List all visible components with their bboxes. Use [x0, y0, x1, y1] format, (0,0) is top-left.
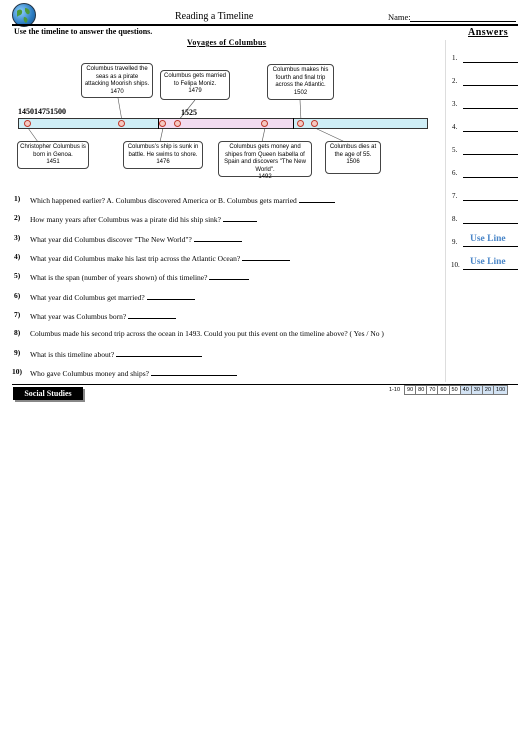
name-label: Name: — [388, 12, 411, 22]
timeline-year-label: 1525 — [181, 108, 197, 117]
question-1-text: Which happened earlier? A. Columbus discovered America or B. Columbus gets married — [30, 196, 297, 205]
score-cell: 40 — [460, 385, 472, 395]
timeline-title: Voyages of Columbus — [187, 38, 267, 47]
question-3-text: What year did Columbus discover "The New World"? — [30, 235, 192, 244]
question-10-text: Who gave Columbus money and ships? — [30, 369, 149, 378]
event-marker-1502 — [297, 120, 304, 127]
answer-blank[interactable] — [242, 253, 290, 261]
event-callout-ship-sunk — [123, 141, 203, 169]
answer-field-7[interactable] — [463, 199, 518, 201]
question-number: 7) — [14, 310, 21, 319]
answer-number: 4. — [452, 123, 458, 131]
question-text — [30, 349, 202, 359]
question-5-text: What is the span (number of years shown) of this timeline? — [30, 273, 208, 282]
answer-blank[interactable] — [116, 349, 202, 357]
event-text: Christopher Columbus is born in Genoa. — [20, 144, 86, 158]
event-year: 1492 — [258, 174, 272, 180]
answer-blank[interactable] — [299, 195, 335, 203]
score-label: 1-10 — [389, 387, 401, 393]
event-marker-1476 — [159, 120, 166, 127]
answer-blank[interactable] — [194, 234, 242, 242]
question-number: 10) — [12, 367, 22, 376]
answer-field-2[interactable] — [463, 84, 518, 86]
event-marker-1492 — [261, 120, 268, 127]
event-callout-married — [160, 70, 230, 100]
answer-field-6[interactable] — [463, 176, 518, 178]
answer-number: 5. — [452, 146, 458, 154]
answer-field-5[interactable] — [463, 153, 518, 155]
answer-field-1[interactable] — [463, 61, 518, 63]
question-7-text: What year was Columbus born? — [30, 312, 127, 321]
question-text — [30, 311, 176, 321]
answer-number: 6. — [452, 169, 458, 177]
question-2-text: How many years after Columbus was a pirate did his ship sink? — [30, 215, 222, 224]
event-year: 1470 — [110, 88, 124, 95]
question-text — [30, 234, 242, 244]
question-4-text: What year did Columbus make his last trip across the Atlantic Ocean? — [30, 254, 241, 263]
answer-number: 10. — [451, 261, 460, 269]
answer-blank[interactable] — [209, 272, 249, 280]
event-callout-new-world — [218, 141, 312, 180]
question-number: 6) — [14, 291, 21, 300]
answer-number: 8. — [452, 215, 458, 223]
answer-field-4[interactable] — [463, 130, 518, 132]
question-text — [30, 253, 290, 263]
instructions: Use the timeline to answer the questions. — [14, 27, 153, 36]
question-text — [30, 195, 335, 205]
use-line-note: Use Line — [470, 257, 506, 267]
subject-badge: Social Studies — [13, 387, 83, 400]
event-year: 1506 — [346, 159, 360, 165]
answer-blank[interactable] — [151, 368, 237, 376]
answer-blank[interactable] — [223, 214, 257, 222]
event-marker-1479 — [174, 120, 181, 127]
question-number: 2) — [14, 213, 21, 222]
event-year: 1502 — [293, 89, 308, 96]
question-6-text: What year did Columbus get married? — [30, 293, 145, 302]
score-cell: 100 — [493, 385, 508, 395]
event-marker-1506 — [311, 120, 318, 127]
answers-heading: Answers — [468, 27, 509, 38]
event-text: Columbus’s ship is sunk in battle. He swims to shore. — [127, 144, 199, 158]
event-text: Columbus gets money and shipes from Queen Isabella of Spain and discovers "The New World". — [224, 144, 306, 173]
question-number: 1) — [14, 194, 21, 203]
answer-number: 1. — [452, 54, 458, 62]
question-text — [30, 214, 257, 224]
event-year: 1476 — [156, 159, 170, 165]
event-text: Columbus makes his fourth and final trip across the Atlantic. — [272, 67, 329, 88]
event-text: Columbus gets married to Felipa Moniz. — [163, 73, 227, 87]
question-9-text: What is this timeline about? — [30, 350, 115, 359]
answer-blank[interactable] — [128, 311, 176, 319]
answer-field-3[interactable] — [463, 107, 518, 109]
score-cell: 30 — [471, 385, 483, 395]
event-callout-born — [17, 141, 89, 169]
question-number: 5) — [14, 271, 21, 280]
answer-number: 3. — [452, 100, 458, 108]
event-marker-1451 — [24, 120, 31, 127]
event-text: Columbus travelled the seas as a pirate attacking Moorish ships. — [84, 66, 150, 87]
question-number: 3) — [14, 233, 21, 242]
score-cell: 50 — [449, 385, 461, 395]
score-cell: 60 — [437, 385, 449, 395]
answer-field-10[interactable] — [463, 268, 518, 270]
timeline-start-labels: 145014751500 — [18, 107, 66, 116]
worksheet-title: Reading a Timeline — [175, 11, 254, 22]
score-cell: 20 — [482, 385, 494, 395]
score-cell: 90 — [404, 385, 416, 395]
answer-number: 9. — [452, 238, 458, 246]
score-cell: 80 — [415, 385, 427, 395]
question-number: 4) — [14, 252, 21, 261]
use-line-note: Use Line — [470, 234, 506, 244]
answer-field-9[interactable] — [463, 245, 518, 247]
question-text — [30, 368, 237, 378]
question-text — [30, 292, 195, 302]
event-year: 1451 — [46, 159, 60, 165]
event-text: Columbus dies at the age of 55. — [329, 144, 377, 158]
answer-blank[interactable] — [147, 292, 195, 300]
question-8-text: Columbus made his second trip across the ocean in 1493. Could you put this event on the timeline above? ( Yes / No ) — [30, 329, 384, 338]
score-cell: 70 — [426, 385, 438, 395]
event-callout-fourth-trip — [267, 64, 334, 100]
score-table — [388, 385, 508, 395]
answer-number: 2. — [452, 77, 458, 85]
answer-number: 7. — [452, 192, 458, 200]
event-marker-1470 — [118, 120, 125, 127]
question-number: 8) — [14, 328, 21, 337]
event-callout-dies — [325, 141, 381, 174]
question-number: 9) — [14, 348, 21, 357]
event-year: 1479 — [188, 88, 202, 94]
timeline-tick — [293, 118, 294, 129]
question-text — [30, 272, 249, 282]
event-callout-pirate — [81, 63, 153, 98]
answer-field-8[interactable] — [463, 222, 518, 224]
